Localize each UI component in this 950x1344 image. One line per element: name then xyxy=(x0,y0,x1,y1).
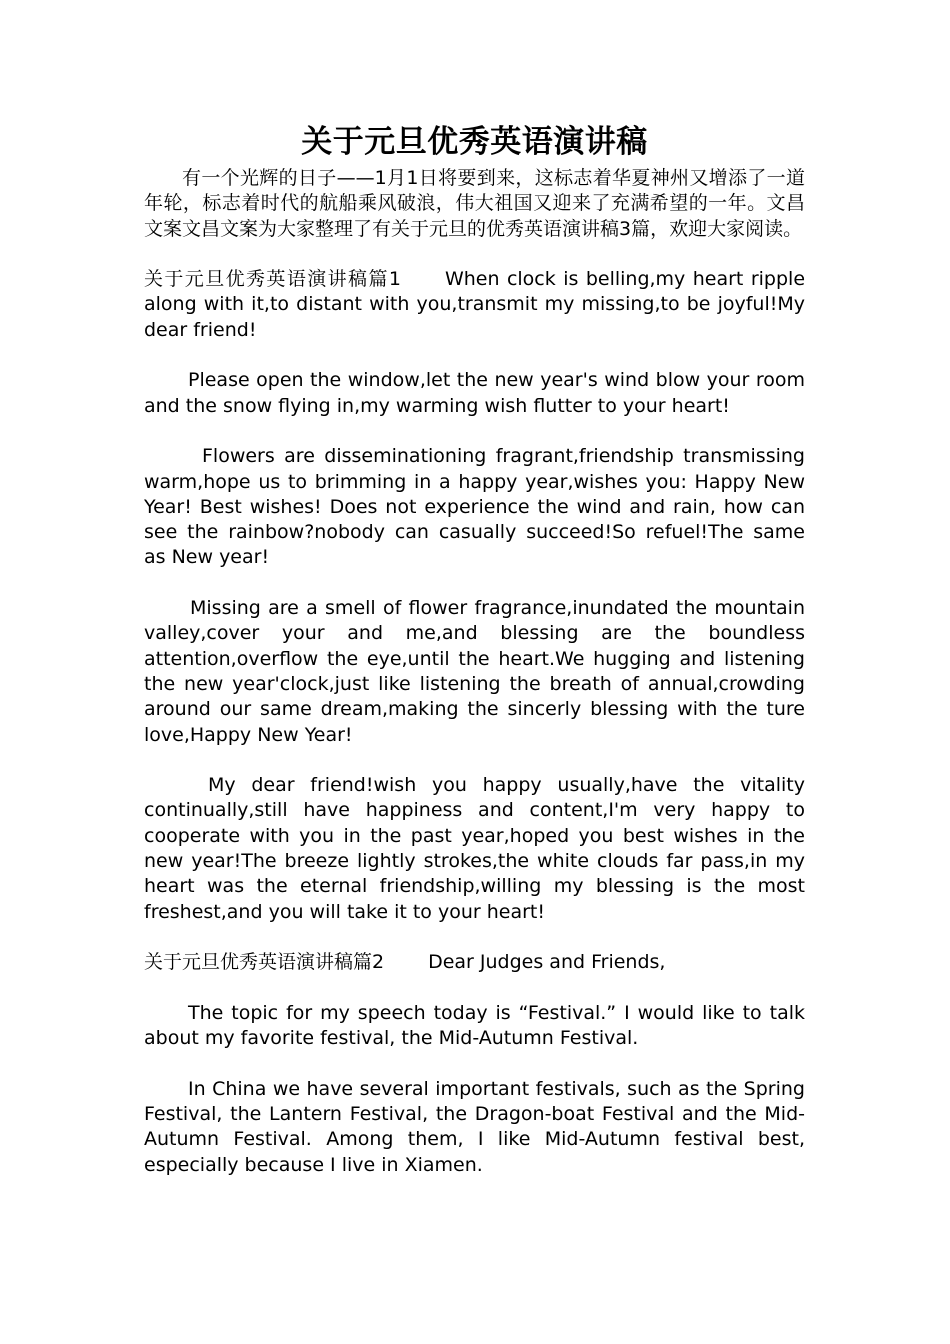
spacer xyxy=(144,419,805,444)
section2-first-paragraph xyxy=(144,950,805,975)
spacer xyxy=(144,925,805,950)
spacer xyxy=(144,976,805,1001)
intro-paragraph: 有一个光辉的日子——1月1日将要到来，这标志着华夏神州又增添了一道年轮，标志着时代的航船乘风破浪，伟大祖国又迎来了充满希望的一年。文昌文案文昌文案为大家整理了有关于元旦的优秀英语演讲稿3篇，欢迎大家阅读。 xyxy=(144,167,805,240)
section2-heading: 关于元旦优秀英语演讲稿篇2 xyxy=(144,951,385,974)
section1-paragraph: Please open the window,let the new year's wind blow your room and the snow flying in,my warming wish flutter to your heart! xyxy=(144,369,805,417)
document-page xyxy=(144,118,805,1178)
section1-first-paragraph xyxy=(144,267,805,343)
spacer xyxy=(144,242,805,267)
spacer xyxy=(144,1051,805,1076)
document-title: 关于元旦优秀英语演讲稿 xyxy=(301,124,648,160)
section1-paragraph: My dear friend!wish you happy usually,have the vitality continually,still have happiness and content,I'm very happy to cooperate with you in the past year,hoped you best wishes in the new year!The breeze lightly strokes,the white clouds far pass,in my heart was the eternal friendship,willing my blessing is the most freshest,and you will take it to your heart! xyxy=(144,774,805,923)
section1-paragraph: Flowers are disseminationing fragrant,friendship transmissing warm,hope us to brimming in a happy year,wishes you: Happy New Year! Best wishes! Does not experience the wind and rain, how can see the rainbow?nobody can casually succeed!So refuel!The same as New year! xyxy=(144,445,805,569)
spacer xyxy=(144,343,805,368)
spacer xyxy=(144,748,805,773)
section2-paragraph: In China we have several important festivals, such as the Spring Festival, the Lantern Festival, the Dragon-boat Festival and the Mid-Autumn Festival. Among them, I like Mid-Autumn festival best, especially because I live in Xiamen. xyxy=(144,1077,805,1176)
section1-heading: 关于元旦优秀英语演讲稿篇1 xyxy=(144,268,401,291)
spacer xyxy=(144,571,805,596)
section1-opening: When clock is belling,my heart ripple along with it,to distant with you,transmit my missing,to be joyful!My dear friend! xyxy=(144,268,806,341)
section2-opening: Dear Judges and Friends, xyxy=(428,951,666,974)
section1-paragraph: Missing are a smell of flower fragrance,inundated the mountain valley,cover your and me,and blessing are the boundless attention,overflow the eye,until the heart.We hugging and listening the new year'clock,just like listening the breath of annual,crowding around our same dream,making the sincerly blessing with the ture love,Happy New Year! xyxy=(144,597,805,746)
section2-paragraph: The topic for my speech today is “Festival.” I would like to talk about my favorite festival, the Mid-Autumn Festival. xyxy=(144,1001,805,1050)
